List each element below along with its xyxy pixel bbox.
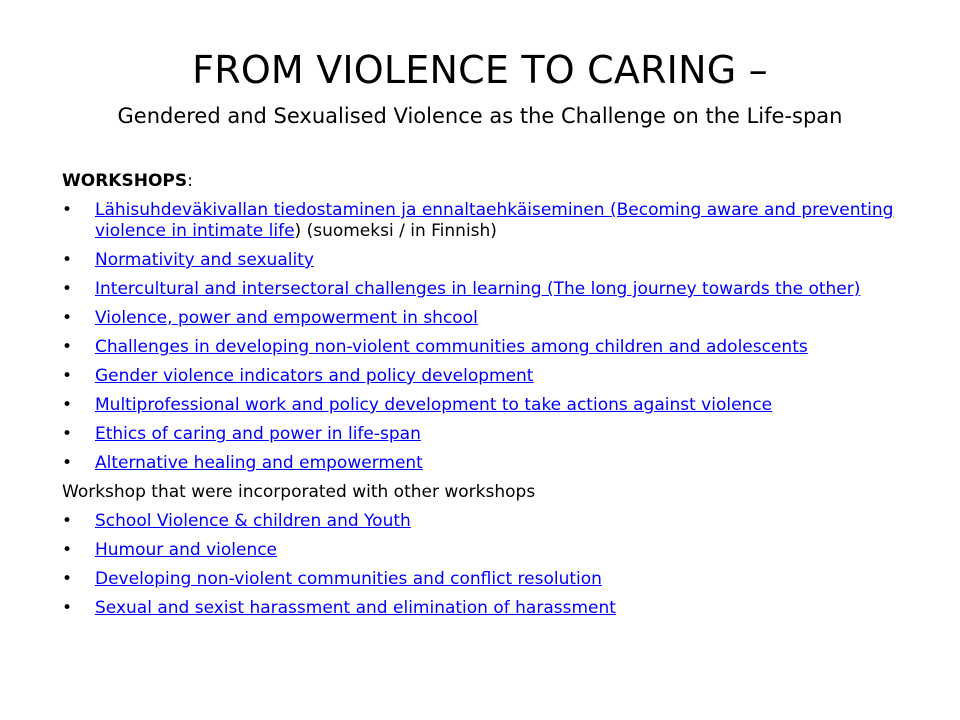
list-item: [62, 569, 912, 590]
workshop-link[interactable]: Developing non-violent communities and conflict resolution: [95, 569, 602, 589]
list-item: [62, 598, 912, 619]
bullet-icon: •: [62, 453, 73, 473]
workshops-heading-label: WORKSHOPS: [62, 171, 188, 191]
bullet-icon: •: [62, 598, 73, 618]
workshops-heading-colon: :: [187, 171, 193, 191]
incorporated-list: [62, 511, 912, 619]
incorporated-heading: Workshop that were incorporated with other workshops: [62, 482, 536, 502]
bullet-icon: •: [62, 511, 73, 531]
workshop-link[interactable]: Lähisuhdeväkivallan tiedostaminen ja ennaltaehkäiseminen (Becoming aware and preventing violence in intimate life: [95, 200, 894, 241]
bullet-icon: •: [62, 395, 73, 415]
workshop-link[interactable]: School Violence & children and Youth: [95, 511, 411, 531]
workshop-link[interactable]: Challenges in developing non-violent communities among children and adolescents: [95, 337, 808, 357]
workshop-link[interactable]: Alternative healing and empowerment: [95, 453, 423, 473]
list-item: [62, 279, 912, 300]
bullet-icon: •: [62, 540, 73, 560]
workshop-link[interactable]: Normativity and sexuality: [95, 250, 314, 270]
workshop-link[interactable]: Multiprofessional work and policy development to take actions against violence: [95, 395, 773, 415]
list-item: [62, 308, 912, 329]
workshop-link[interactable]: Intercultural and intersectoral challenges in learning (The long journey towards the other): [95, 279, 861, 299]
list-item: [62, 424, 912, 445]
list-item: [62, 395, 912, 416]
workshop-link[interactable]: Ethics of caring and power in life-span: [95, 424, 421, 444]
bullet-icon: •: [62, 424, 73, 444]
workshops-heading: [62, 171, 912, 192]
list-item: [62, 366, 912, 387]
page-title: FROM VIOLENCE TO CARING –: [192, 48, 768, 92]
workshop-link[interactable]: Humour and violence: [95, 540, 278, 560]
list-item: [62, 453, 912, 474]
list-item: [62, 540, 912, 561]
page-subtitle: Gendered and Sexualised Violence as the Challenge on the Life-span: [117, 104, 843, 128]
bullet-icon: •: [62, 569, 73, 589]
bullet-icon: •: [62, 200, 73, 220]
list-item: [62, 250, 912, 271]
workshops-list: [62, 200, 912, 474]
list-item: [62, 200, 912, 242]
bullet-icon: •: [62, 250, 73, 270]
list-item: [62, 337, 912, 358]
content-body: [62, 171, 912, 627]
workshop-link[interactable]: Gender violence indicators and policy development: [95, 366, 534, 386]
bullet-icon: •: [62, 308, 73, 328]
bullet-icon: •: [62, 337, 73, 357]
workshop-link[interactable]: Sexual and sexist harassment and elimination of harassment: [95, 598, 616, 618]
title-block: [0, 46, 960, 130]
workshop-note: ) (suomeksi / in Finnish): [294, 221, 497, 241]
bullet-icon: •: [62, 366, 73, 386]
bullet-icon: •: [62, 279, 73, 299]
list-item: [62, 511, 912, 532]
workshop-link[interactable]: Violence, power and empowerment in shcool: [95, 308, 478, 328]
